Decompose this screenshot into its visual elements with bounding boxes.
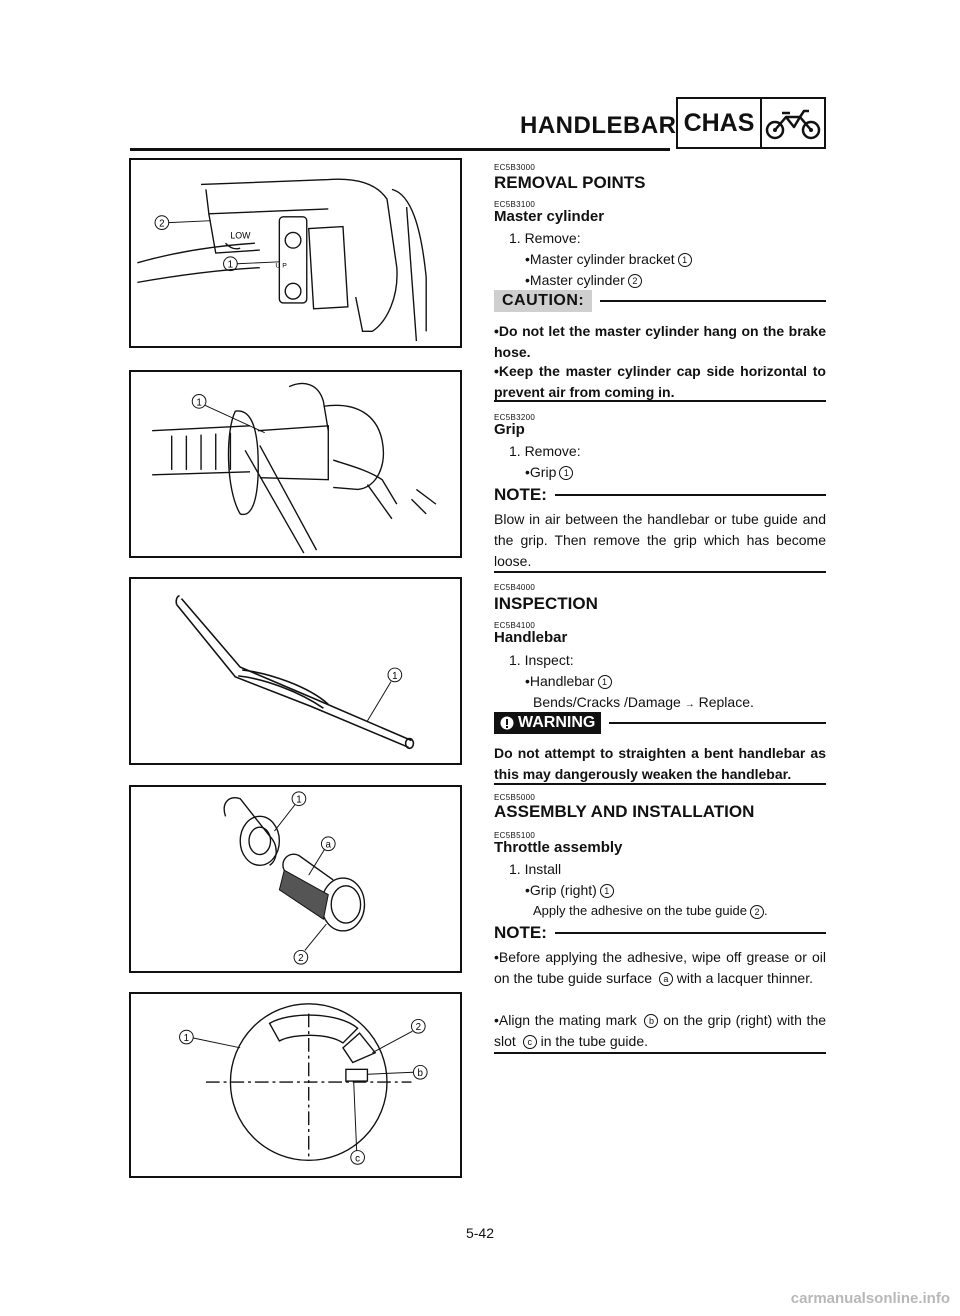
step-remove: 1. Remove: (509, 443, 581, 459)
fig4-callout-2 (294, 924, 326, 964)
note-label: NOTE: (494, 485, 547, 504)
figure-master-cylinder (129, 158, 462, 348)
subsection-title-master-cylinder: Master cylinder (494, 208, 605, 225)
fig5-callout-c (351, 1082, 365, 1164)
section-badge (676, 97, 826, 149)
subsection-code: EC5B5100 (494, 831, 536, 840)
subsection-title-throttle-assembly: Throttle assembly (494, 839, 623, 856)
note-text: Blow in air between the handlebar or tube guide and the grip. Then remove the grip which has become loose. (494, 511, 826, 569)
subsection-title-grip: Grip (494, 421, 525, 438)
warning-header (494, 712, 826, 734)
svg-text:1: 1 (196, 397, 202, 409)
divider (494, 783, 826, 785)
section-title-assembly: ASSEMBLY AND INSTALLATION (494, 802, 755, 821)
section-title-inspection: INSPECTION (494, 594, 598, 613)
caution-item: •Keep the master cylinder cap side horizontal to prevent air from coming in. (494, 363, 826, 400)
subsection-title-handlebar: Handlebar (494, 629, 568, 646)
svg-text:1: 1 (227, 259, 234, 271)
figure-handlebar (129, 577, 462, 765)
watermark: carmanualsonline.info (790, 1290, 950, 1307)
divider (494, 1052, 826, 1054)
list-item: •Grip 1 (525, 464, 573, 480)
arrow-right-icon: → (684, 699, 695, 710)
svg-text:2: 2 (415, 1022, 422, 1034)
figure-grip-removal (129, 370, 462, 558)
page-number: 5-42 (465, 1225, 495, 1241)
warning-label: WARNING (494, 712, 601, 734)
svg-text:a: a (325, 839, 332, 851)
section-title-removal: REMOVAL POINTS (494, 173, 646, 192)
note-header (494, 923, 826, 943)
warning-icon (500, 716, 514, 730)
divider (494, 571, 826, 573)
install-detail: Apply the adhesive on the tube guide 2 . (533, 903, 768, 918)
step-install: 1. Install (509, 861, 562, 877)
section-code: EC5B3000 (494, 163, 536, 172)
svg-text:1: 1 (296, 794, 302, 806)
svg-text:2: 2 (298, 953, 304, 965)
note-item: •Align the mating mark b on the grip (right) with the slot c in the tube guide. (494, 1012, 827, 1049)
fig4-callout-1 (274, 792, 305, 831)
step-inspect: 1. Inspect: (509, 652, 574, 668)
fig4-callout-a (309, 837, 335, 875)
svg-text:c: c (355, 1153, 361, 1165)
warning-text: Do not attempt to straighten a bent handlebar as this may dangerously weaken the handlebar. (494, 745, 826, 782)
list-item: •Grip (right) 1 (525, 882, 614, 898)
fig5-callout-1 (180, 1030, 241, 1048)
motorcycle-icon (762, 99, 824, 147)
subsection-code: EC5B4100 (494, 621, 536, 630)
subsection-code: EC5B3100 (494, 200, 536, 209)
list-item: •Master cylinder 2 (525, 272, 642, 288)
note-item: •Before applying the adhesive, wipe off grease or oil on the tube guide surface a with a lacquer thinner. (494, 949, 826, 986)
section-code: EC5B4000 (494, 583, 536, 592)
svg-text:b: b (417, 1068, 423, 1080)
figure-throttle-grip (129, 785, 462, 973)
svg-text:2: 2 (159, 218, 165, 230)
inspection-detail: Bends/Cracks /Damage → Replace. (533, 694, 754, 710)
note-label: NOTE: (494, 923, 547, 942)
note-header (494, 485, 826, 505)
fig1-up-text: U P (275, 262, 287, 270)
divider (494, 400, 826, 402)
figure-grip-alignment (129, 992, 462, 1178)
section-code: EC5B5000 (494, 793, 536, 802)
fig1-callout-2 (155, 216, 211, 230)
caution-header (494, 290, 826, 312)
header-rule (130, 148, 670, 151)
fig1-low-text: LOW (230, 230, 251, 241)
section-badge-label: CHAS (678, 99, 762, 147)
list-item: •Master cylinder bracket 1 (525, 251, 692, 267)
list-item: •Handlebar 1 (525, 673, 612, 689)
subsection-code: EC5B3200 (494, 413, 536, 422)
page-title: HANDLEBAR (520, 112, 677, 139)
fig3-callout-1 (367, 668, 401, 721)
fig5-callout-2 (372, 1019, 425, 1052)
step-remove: 1. Remove: (509, 230, 581, 246)
svg-text:1: 1 (183, 1032, 190, 1044)
fig5-callout-b (367, 1065, 427, 1079)
caution-item: •Do not let the master cylinder hang on the brake hose. (494, 323, 826, 360)
svg-text:1: 1 (392, 670, 398, 682)
caution-label: CAUTION: (494, 290, 592, 312)
